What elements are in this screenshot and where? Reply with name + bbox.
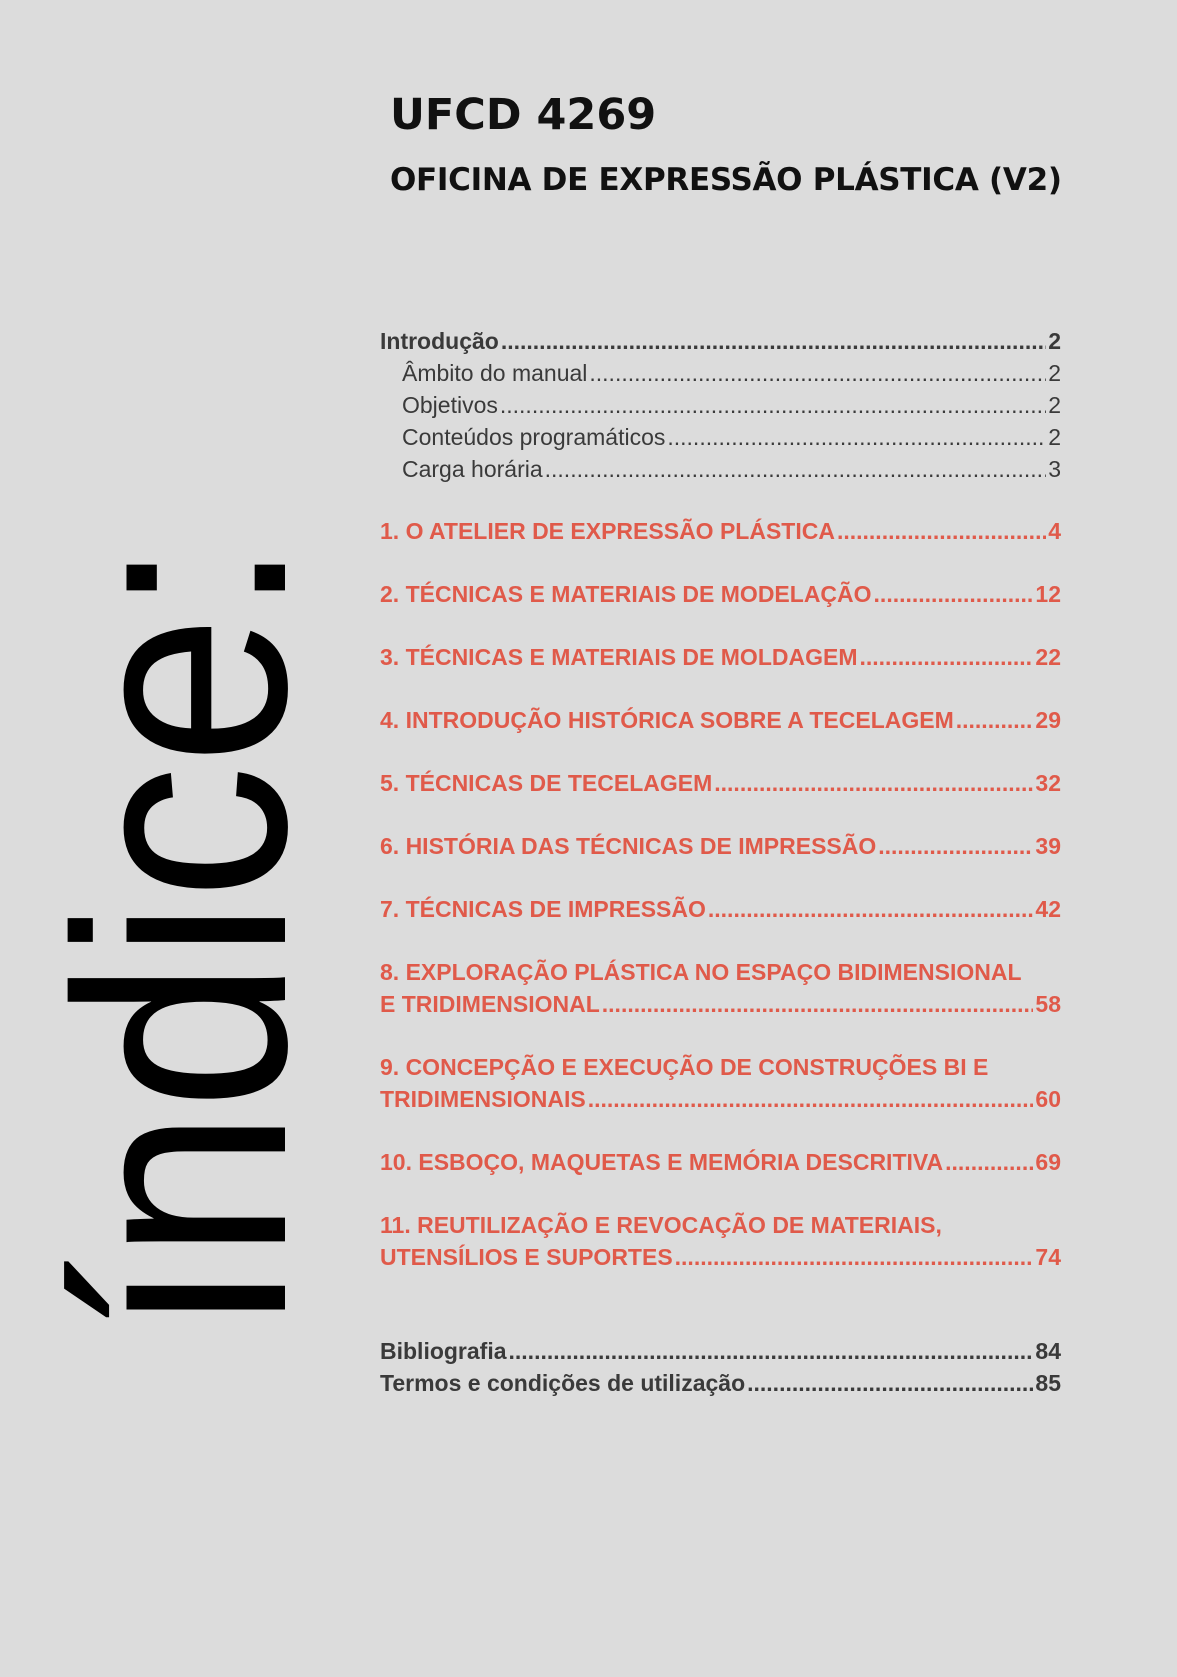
toc-chapter-row[interactable] xyxy=(380,1083,1061,1115)
toc-chapter-row[interactable] xyxy=(380,578,1061,610)
table-of-contents xyxy=(380,325,1061,1399)
toc-entry-label: 10. ESBOÇO, MAQUETAS E MEMÓRIA DESCRITIVA xyxy=(380,1149,944,1175)
toc-chapter[interactable] xyxy=(380,956,1061,1020)
toc-intro-subitem[interactable] xyxy=(380,389,1061,421)
toc-leader xyxy=(602,988,1034,1020)
toc-leader xyxy=(667,421,1046,453)
toc-page-number: 58 xyxy=(1035,991,1061,1017)
toc-end-item[interactable] xyxy=(380,1367,1061,1399)
toc-chapter-row[interactable] xyxy=(380,641,1061,673)
toc-entry-label: Objetivos xyxy=(402,392,498,418)
toc-entry-label: E TRIDIMENSIONAL xyxy=(380,991,600,1017)
vertical-title-text: índice: xyxy=(13,451,349,1335)
toc-chapter[interactable] xyxy=(380,641,1061,673)
toc-page-number: 22 xyxy=(1035,644,1061,670)
toc-chapter[interactable] xyxy=(380,1146,1061,1178)
toc-intro-subitem[interactable] xyxy=(380,421,1061,453)
toc-page-number: 2 xyxy=(1048,424,1061,450)
document-header xyxy=(390,92,1110,197)
toc-page-number: 69 xyxy=(1035,1149,1061,1175)
toc-leader xyxy=(545,453,1047,485)
toc-entry-label: 5. TÉCNICAS DE TECELAGEM xyxy=(380,770,713,796)
toc-end-item[interactable] xyxy=(380,1335,1061,1367)
toc-chapter[interactable] xyxy=(380,578,1061,610)
toc-leader xyxy=(509,1335,1034,1367)
toc-page-number: 29 xyxy=(1035,707,1061,733)
toc-chapter-title-line: 11. REUTILIZAÇÃO E REVOCAÇÃO DE MATERIAIS, xyxy=(380,1212,942,1238)
toc-leader xyxy=(747,1367,1033,1399)
toc-entry-label: Bibliografia xyxy=(380,1338,507,1364)
toc-entry-label: 3. TÉCNICAS E MATERIAIS DE MOLDAGEM xyxy=(380,644,858,670)
toc-entry-label: Termos e condições de utilização xyxy=(380,1370,746,1396)
toc-chapter[interactable] xyxy=(380,1209,1061,1273)
toc-leader xyxy=(837,515,1046,547)
toc-chapter-row[interactable] xyxy=(380,515,1061,547)
toc-leader xyxy=(860,641,1034,673)
toc-entry-label: Introdução xyxy=(380,328,499,354)
toc-page-number: 4 xyxy=(1048,518,1061,544)
toc-leader xyxy=(956,704,1034,736)
toc-entry-label: Âmbito do manual xyxy=(402,360,588,386)
vertical-title xyxy=(0,0,380,1672)
toc-leader xyxy=(501,325,1046,357)
toc-intro-subitem[interactable] xyxy=(380,453,1061,485)
toc-chapter-row[interactable] xyxy=(380,767,1061,799)
toc-leader xyxy=(588,1083,1034,1115)
toc-page-number: 39 xyxy=(1035,833,1061,859)
toc-entry-label: TRIDIMENSIONAIS xyxy=(380,1086,586,1112)
toc-chapter-row[interactable] xyxy=(380,830,1061,862)
toc-leader xyxy=(500,389,1046,421)
toc-chapter-title-line: 8. EXPLORAÇÃO PLÁSTICA NO ESPAÇO BIDIMENSIONAL xyxy=(380,959,1022,985)
toc-entry-label: 7. TÉCNICAS DE IMPRESSÃO xyxy=(380,896,706,922)
toc-page-number: 84 xyxy=(1035,1338,1061,1364)
toc-page-number: 42 xyxy=(1035,896,1061,922)
toc-page-number: 85 xyxy=(1035,1370,1061,1396)
course-code: UFCD 4269 xyxy=(390,90,657,140)
toc-page-number: 32 xyxy=(1035,770,1061,796)
toc-chapter-title-line: 9. CONCEPÇÃO E EXECUÇÃO DE CONSTRUÇÕES BI E xyxy=(380,1054,989,1080)
toc-leader xyxy=(945,1146,1033,1178)
toc-chapter-row[interactable] xyxy=(380,893,1061,925)
toc-chapter[interactable] xyxy=(380,830,1061,862)
toc-page-number: 12 xyxy=(1035,581,1061,607)
toc-chapter-row[interactable] xyxy=(380,988,1061,1020)
toc-page-number: 74 xyxy=(1035,1244,1061,1270)
toc-entry-label: 2. TÉCNICAS E MATERIAIS DE MODELAÇÃO xyxy=(380,581,872,607)
toc-chapter[interactable] xyxy=(380,767,1061,799)
toc-chapter[interactable] xyxy=(380,893,1061,925)
toc-leader xyxy=(714,767,1033,799)
toc-leader xyxy=(878,830,1033,862)
course-title: OFICINA DE EXPRESSÃO PLÁSTICA (V2) xyxy=(390,162,1062,199)
toc-intro[interactable] xyxy=(380,325,1061,357)
toc-entry-label: 1. O ATELIER DE EXPRESSÃO PLÁSTICA xyxy=(380,518,835,544)
toc-chapter-row[interactable] xyxy=(380,1146,1061,1178)
toc-page-number: 60 xyxy=(1035,1086,1061,1112)
toc-page-number: 2 xyxy=(1048,328,1061,354)
toc-chapter-row[interactable] xyxy=(380,1241,1061,1273)
toc-entry-label: 4. INTRODUÇÃO HISTÓRICA SOBRE A TECELAGEM xyxy=(380,707,954,733)
toc-entry-label: Carga horária xyxy=(402,456,543,482)
toc-chapter[interactable] xyxy=(380,1051,1061,1115)
toc-entry-label: 6. HISTÓRIA DAS TÉCNICAS DE IMPRESSÃO xyxy=(380,833,877,859)
toc-chapter[interactable] xyxy=(380,515,1061,547)
toc-chapter-row[interactable] xyxy=(380,704,1061,736)
toc-leader xyxy=(675,1241,1034,1273)
toc-leader xyxy=(874,578,1034,610)
toc-intro-subitem[interactable] xyxy=(380,357,1061,389)
toc-page-number: 2 xyxy=(1048,360,1061,386)
toc-entry-label: UTENSÍLIOS E SUPORTES xyxy=(380,1244,673,1270)
toc-leader xyxy=(589,357,1046,389)
toc-entry-label: Conteúdos programáticos xyxy=(402,424,666,450)
toc-leader xyxy=(708,893,1034,925)
toc-chapter[interactable] xyxy=(380,704,1061,736)
toc-page-number: 2 xyxy=(1048,392,1061,418)
toc-page-number: 3 xyxy=(1048,456,1061,482)
